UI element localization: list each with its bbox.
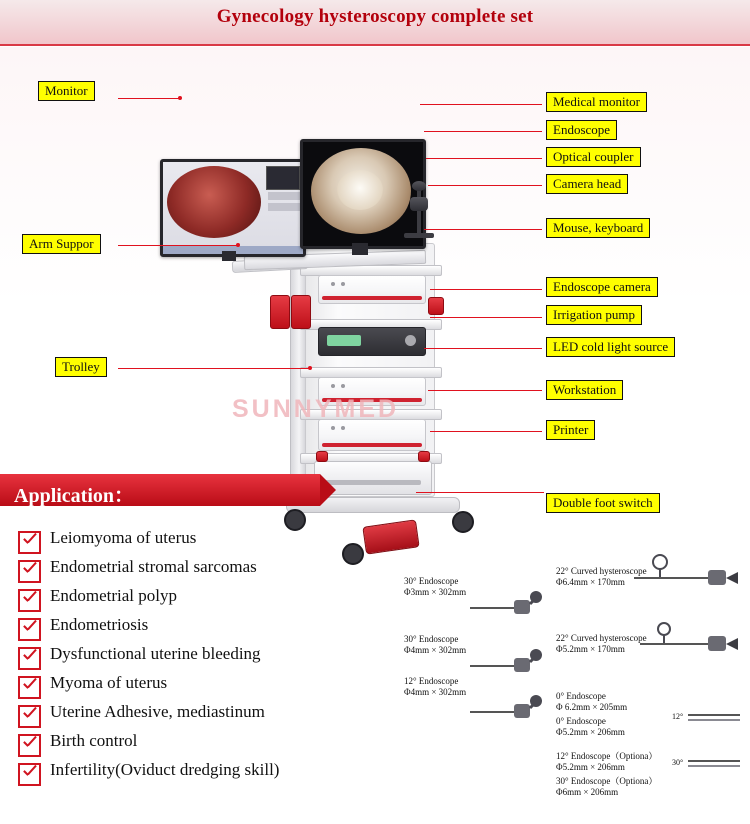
callout-endoscope: Endoscope <box>546 120 617 140</box>
spec-item: 30° Endoscope Φ4mm × 302mm <box>404 634 467 655</box>
leader-dot-trolley <box>308 366 312 370</box>
check-icon <box>18 676 41 699</box>
callout-led-cold-light-source: LED cold light source <box>546 337 675 357</box>
leader-monitor <box>118 98 180 99</box>
endoscope-camera-device <box>318 275 426 304</box>
callout-mouse-keyboard: Mouse, keyboard <box>546 218 650 238</box>
endoscope-shaft <box>417 187 421 235</box>
leader-irrigation-pump <box>430 317 542 318</box>
spec-item: 12° Endoscope Φ4mm × 302mm <box>404 676 467 697</box>
check-icon <box>18 647 41 670</box>
header-banner <box>0 0 750 45</box>
endoscope-figure-2 <box>470 646 546 672</box>
optical-coupler <box>412 181 426 191</box>
accessory-holder-right <box>428 297 444 315</box>
callout-workstation: Workstation <box>546 380 623 400</box>
callout-printer: Printer <box>546 420 595 440</box>
curved-hysteroscope-figure-1 <box>630 548 744 588</box>
callout-irrigation-pump: Irrigation pump <box>546 305 642 325</box>
spec-item: 0° Endoscope Φ 6.2mm × 205mm <box>556 691 628 712</box>
list-item: Birth control <box>18 731 398 760</box>
medical-monitor-stand <box>352 243 368 255</box>
check-icon <box>18 618 41 641</box>
leader-dot-arm-support <box>236 243 240 247</box>
shelf-corner-red-a <box>316 451 328 462</box>
leader-endoscope <box>424 131 542 132</box>
list-item: Endometrial polyp <box>18 586 398 615</box>
leader-optical-coupler <box>426 158 542 159</box>
check-icon <box>18 705 41 728</box>
check-icon <box>18 763 41 786</box>
watermark: SUNNYMED <box>232 395 400 423</box>
curved-hysteroscope-figure-2 <box>636 618 746 652</box>
check-icon <box>18 589 41 612</box>
list-item: Leiomyoma of uterus <box>18 528 398 557</box>
application-heading: Application： <box>14 485 135 507</box>
angle-tag-12: 12° <box>672 712 684 721</box>
shelf-corner-red-b <box>418 451 430 462</box>
check-icon <box>18 560 41 583</box>
list-item: Dysfunctional uterine bleeding <box>18 644 398 673</box>
workstation-monitor <box>160 159 306 257</box>
leader-dot-monitor <box>178 96 182 100</box>
callout-arm-support: Arm Suppor <box>22 234 101 254</box>
callout-optical-coupler: Optical coupler <box>546 147 641 167</box>
leader-mouse-keyboard <box>424 229 542 230</box>
leader-trolley <box>118 368 310 369</box>
leader-arm-support <box>118 245 238 246</box>
spec-item: 30° Endoscope（Optiona） Φ6mm × 206mm <box>556 776 658 797</box>
camera-head <box>410 197 428 211</box>
header-divider <box>0 44 750 46</box>
leader-endoscope-camera <box>430 289 542 290</box>
callout-double-foot-switch: Double foot switch <box>546 493 660 513</box>
endoscope-tip-figure-30deg <box>688 752 746 772</box>
spec-item: 30° Endoscope Φ3mm × 302mm <box>404 576 467 597</box>
list-item: Uterine Adhesive, mediastinum <box>18 702 398 731</box>
callout-camera-head: Camera head <box>546 174 628 194</box>
accessory-holder-left-a <box>270 295 290 329</box>
list-item: Endometrial stromal sarcomas <box>18 557 398 586</box>
spec-item: 22° Curved hysteroscope Φ5.2mm × 170mm <box>556 633 647 654</box>
leader-foot-switch <box>416 492 544 493</box>
leader-led-light <box>424 348 542 349</box>
endoscope-figure-1 <box>470 588 546 614</box>
callout-endoscope-camera: Endoscope camera <box>546 277 658 297</box>
application-list <box>18 528 398 789</box>
irrigation-pump-device <box>318 327 426 356</box>
list-item: Infertility(Oviduct dredging skill) <box>18 760 398 789</box>
check-icon <box>18 734 41 757</box>
leader-medical-monitor <box>420 104 542 105</box>
workstation-monitor-stand <box>222 251 236 261</box>
endoscope-figure-3 <box>470 692 546 718</box>
spec-item: 22° Curved hysteroscope Φ6.4mm × 170mm <box>556 566 647 587</box>
leader-workstation <box>428 390 542 391</box>
list-item: Myoma of uterus <box>18 673 398 702</box>
endoscope-holder-arm <box>404 233 434 238</box>
accessory-holder-left-b <box>291 295 311 329</box>
page-title: Gynecology hysteroscopy complete set <box>216 6 534 27</box>
leader-camera-head <box>428 185 542 186</box>
angle-tag-30: 30° <box>672 758 684 767</box>
caster-rear-right <box>452 511 474 533</box>
callout-trolley: Trolley <box>55 357 107 377</box>
spec-item: 12° Endoscope（Optiona） Φ5.2mm × 206mm <box>556 751 658 772</box>
callout-medical-monitor: Medical monitor <box>546 92 647 112</box>
spec-item: 0° Endoscope Φ5.2mm × 206mm <box>556 716 625 737</box>
endoscope-tip-figure-12deg <box>688 706 746 726</box>
leader-printer <box>430 431 542 432</box>
list-item: Endometriosis <box>18 615 398 644</box>
callout-monitor: Monitor <box>38 81 95 101</box>
check-icon <box>18 531 41 554</box>
